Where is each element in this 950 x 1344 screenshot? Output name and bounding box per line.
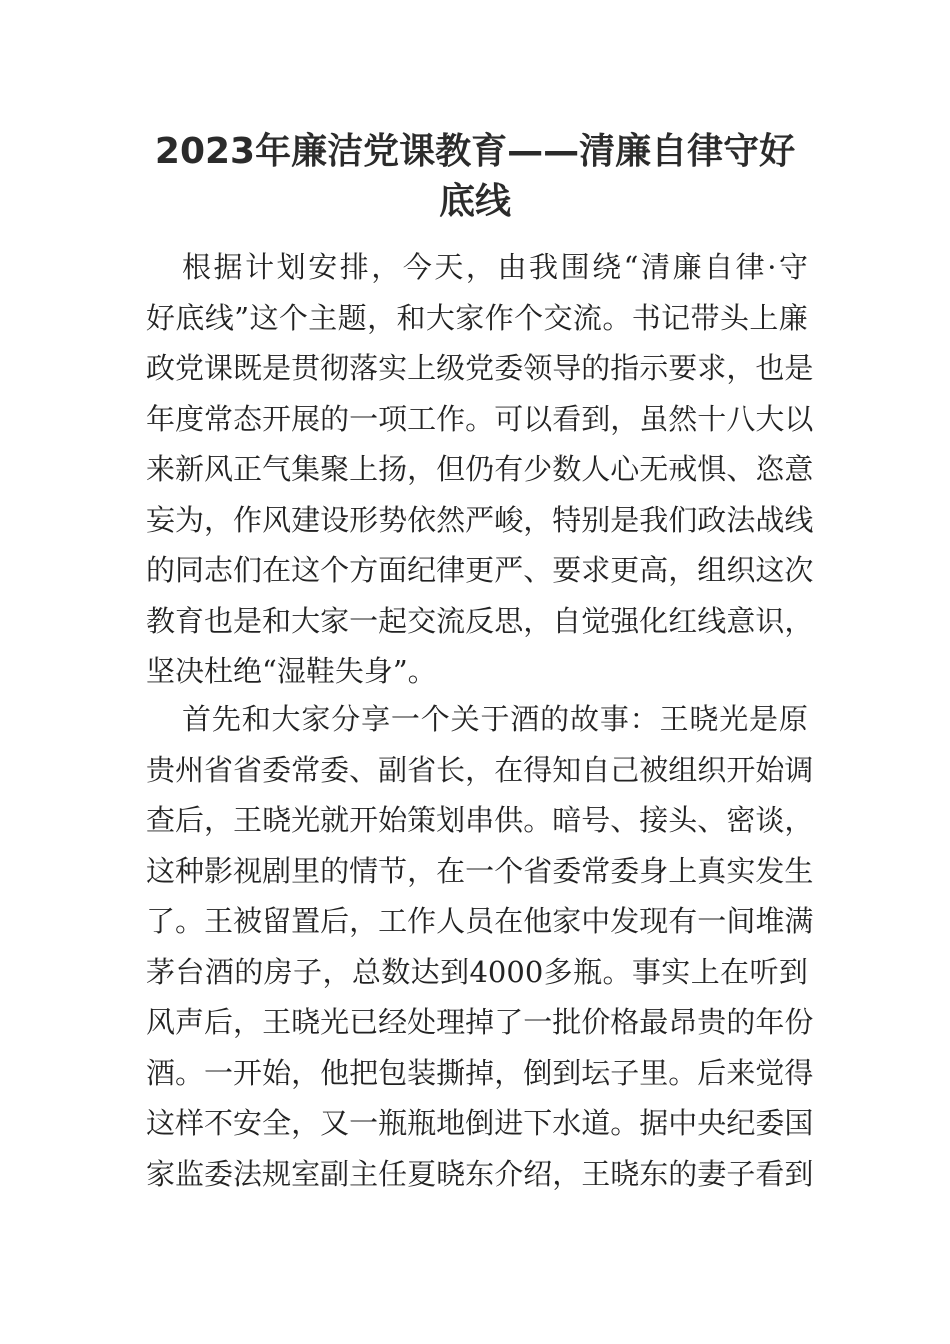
paragraph-line: 来 新 风 正 气 集 聚 上 扬 ， 但 仍 有 少 数 人 心 无 戒 惧 、 恣 意	[146, 452, 814, 486]
paragraph-line: 这 种 影 视 剧 里 的 情 节 ， 在 一 个 省 委 常 委 身 上 真 实 发 生	[146, 853, 814, 888]
paragraph-line: 首 先 和 大 家 分 享 一 个 关 于 酒 的 故 事 ： 王 晓 光 是 原	[182, 702, 808, 736]
paragraph-line: 政 党 课 既 是 贯 彻 落 实 上 级 党 委 领 导 的 指 示 要 求 ， 也 是	[146, 351, 814, 385]
paragraph-line: 根 据 计 划 安 排 ， 今 天 ， 由 我 围 绕 “ 清 廉 自 律 · 守	[182, 250, 808, 284]
paragraph-line: 这 样 不 安 全 ， 又 一 瓶 瓶 地 倒 进 下 水 道 。 据 中 央 纪 委 国	[146, 1106, 814, 1140]
paragraph-line: 年 度 常 态 开 展 的 一 项 工 作 。 可 以 看 到 ， 虽 然 十 八 大 以	[146, 401, 814, 436]
document-title-line-2: 底线	[438, 181, 511, 222]
paragraph-line: 酒 。 一 开 始 ， 他 把 包 装 撕 掉 ， 倒 到 坛 子 里 。 后 来 觉 得	[146, 1055, 814, 1090]
paragraph-line: 贵 州 省 省 委 常 委 、 副 省 长 ， 在 得 知 自 己 被 组 织 开 始 调	[146, 752, 814, 787]
paragraph-line: 风 声 后 ， 王 晓 光 已 经 处 理 掉 了 一 批 价 格 最 昂 贵 的 年 份	[146, 1005, 814, 1039]
paragraph-line: 教 育 也 是 和 大 家 一 起 交 流 反 思 ， 自 觉 强 化 红 线 意 识 ，	[146, 603, 814, 638]
paragraph-line: 查 后 ， 王 晓 光 就 开 始 策 划 串 供 。 暗 号 、 接 头 、 密 谈 ，	[146, 803, 814, 837]
paragraph-line: 坚决杜绝“湿鞋失身”。	[146, 654, 437, 688]
paragraph-line: 了 。 王 被 留 置 后 ， 工 作 人 员 在 他 家 中 发 现 有 一 间 堆 满	[146, 904, 814, 938]
paragraph-line: 茅 台 酒 的 房 子 ， 总 数 达 到 4000 多 瓶 。 事 实 上 在 听 到	[146, 954, 808, 989]
paragraph-line: 家 监 委 法 规 室 副 主 任 夏 晓 东 介 绍 ， 王 晓 东 的 妻 子 看 到	[146, 1156, 814, 1191]
paragraph-line: 好 底 线 ” 这 个 主 题 ， 和 大 家 作 个 交 流 。 书 记 带 头 上 廉	[146, 300, 808, 335]
document-title-line-1: 2023年廉洁党课教育——清廉自律守好	[154, 131, 796, 172]
paragraph-line: 妄 为 ， 作 风 建 设 形 势 依 然 严 峻 ， 特 别 是 我 们 政 法 战 线	[146, 502, 814, 537]
paragraph-line: 的 同 志 们 在 这 个 方 面 纪 律 更 严 、 要 求 更 高 ， 组 织 这 次	[146, 553, 814, 587]
